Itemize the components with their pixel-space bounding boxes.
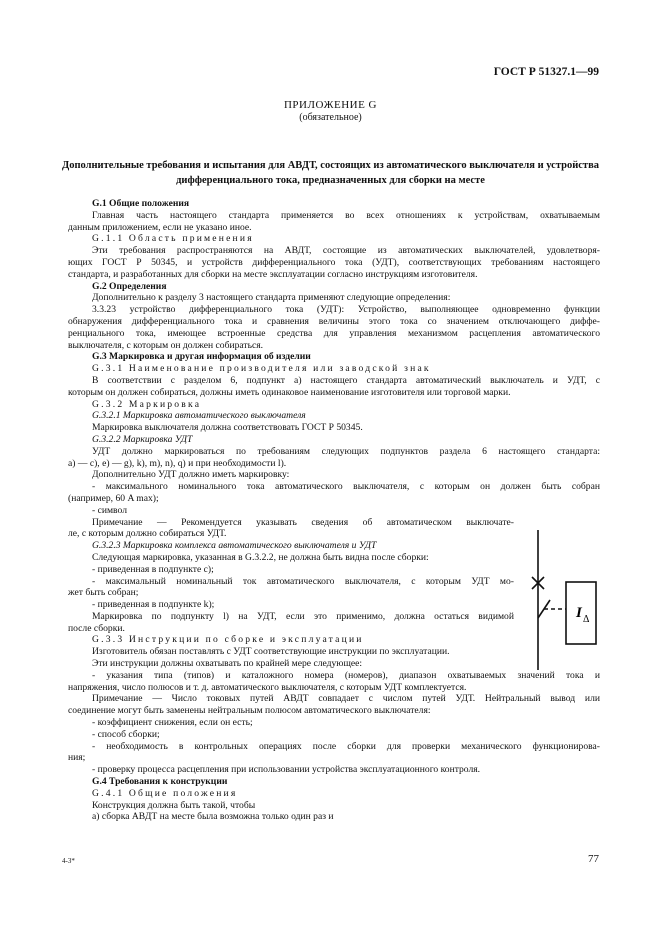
standard-header: ГОСТ Р 51327.1—99 [493, 66, 599, 78]
text-line: напряжения, число полюсов и т. д. автоматического выключателя, с которым УДТ комплектуется. [68, 681, 467, 693]
appendix-title: ПРИЛОЖЕНИЕ G [283, 99, 377, 111]
page-number: 77 [588, 853, 599, 865]
text-line: ренциального тока, имеющее встроенные средства для управления механизмом расцепления автоматического [68, 327, 600, 339]
text-line: Эти требования распространяются на АВДТ, состоящие из автоматических выключателей, удовлетворя- [92, 245, 600, 257]
text-line: G.1.1 Область применения [92, 233, 254, 245]
text-line: Маркировка выключателя должна соответствовать ГОСТ Р 50345. [92, 422, 363, 434]
text-line: ния; [68, 752, 86, 764]
text-line: Примечание — Рекомендуется указывать сведения об автоматическом выключате- [92, 516, 514, 528]
text-line: Маркировка по подпункту l) на УДТ, если это применимо, должна остаться видимой [92, 610, 514, 622]
text-line: G.3 Маркировка и другая информация об изделии [92, 351, 311, 363]
text-line: Главная часть настоящего стандарта применяется во всех отношениях к устройствам, охватываемым [92, 209, 600, 221]
text-line: после сборки. [68, 622, 125, 634]
text-line: Дополнительно к разделу 3 настоящего стандарта применяют следующие определения: [92, 292, 451, 304]
text-line: Конструкция должна быть такой, чтобы [92, 799, 256, 811]
text-line: G.4 Требования к конструкции [92, 776, 228, 788]
text-line: G.3.2.2 Маркировка УДТ [92, 433, 193, 445]
text-line: выключателя, с которым он должен собираться. [68, 339, 264, 351]
text-line: G.3.2.3 Маркировка комплекса автоматического выключателя и УДТ [92, 540, 377, 552]
text-line: - символ [92, 504, 127, 516]
text-line: - приведенная в подпункте с); [92, 563, 214, 575]
footer-mark: 4-3* [62, 857, 75, 865]
text-line: G.3.2 Маркировка [92, 398, 202, 410]
appendix-subtitle: (обязательное) [299, 112, 362, 123]
text-line: G.1 Общие положения [92, 198, 190, 209]
text-line: обнаружения дифференциального тока и сравнения величины этого тока со значением отключающего диффе- [68, 315, 600, 327]
text-line: Эти инструкции должны охватывать по крайней мере следующее: [92, 658, 363, 670]
text-line: - указания типа (типов) и каталожного номера (номеров), диапазон охватываемых значений тока и [92, 669, 600, 681]
text-line: Примечание — Число токовых путей АВДТ совпадает с числом путей УДТ. Нейтральный вывод или [92, 693, 600, 705]
text-line: - максимальный номинальный ток автоматического выключателя, с которым УДТ мо- [92, 575, 514, 587]
symbol-label: I [576, 605, 582, 621]
text-line: ющих ГОСТ Р 50345, и устройств дифференциального тока (УДТ), соответствующих требованиям настоящего [68, 256, 600, 268]
main-title: Дополнительные требования и испытания для АВДТ, состоящих из автоматического выключателя и устройства дифференциального тока, предназначенных для сборки на месте [61, 160, 599, 186]
text-line: G.3.1 Наименование производителя или заводской знак [92, 363, 431, 375]
text-line: Следующая маркировка, указанная в G.3.2.2, не должна быть видна после сборки: [92, 551, 429, 563]
text-line: - коэффициент снижения, если он есть; [92, 717, 253, 729]
text-line: - проверку процесса расцепления при использовании устройства эксплуатационного контроля. [92, 764, 481, 776]
text-line: G.3.2.1 Маркировка автоматического выключателя [92, 410, 306, 422]
symbol-sub: Δ [583, 614, 590, 625]
text-line: ле, с которым должно собираться УДТ. [68, 528, 227, 540]
text-line: Изготовитель обязан поставлять с УДТ соответствующие инструкции по эксплуатации. [92, 646, 450, 658]
text-line: жет быть собран; [68, 587, 139, 599]
text-line: данным приложением, если не указано иное. [68, 221, 252, 233]
text-line: - способ сборки; [92, 728, 160, 740]
text-line: соединение могут быть заменены нейтральным полюсом автоматического выключателя: [68, 705, 431, 717]
text-line: а) сборка АВДТ на месте была возможна только один раз и [92, 811, 334, 823]
text-line: G.4.1 Общие положения [92, 787, 238, 799]
text-line: - необходимость в контрольных операциях после сборки для проверки механического функционирова- [92, 740, 600, 752]
text-line: (например, 60 A max); [68, 492, 159, 504]
text-line: Дополнительно УДТ должно иметь маркировку: [92, 469, 290, 481]
text-line: G.2 Определения [92, 280, 167, 292]
body-text [68, 198, 600, 823]
text-line: - максимального номинального тока автоматического выключателя, с которым он должен быть собран [92, 481, 600, 493]
text-line: - приведенная в подпункте k); [92, 599, 215, 611]
text-line: В соответствии с разделом 6, подпункт а) настоящего стандарта автоматический выключатель и УДТ, с [92, 374, 600, 386]
rcd-symbol-diagram [526, 525, 606, 675]
text-line: G.3.3 Инструкции по сборке и эксплуатации [92, 634, 364, 646]
text-line: УДТ должно маркироваться по требованиям следующих подпунктов раздела 6 настоящего стандарта: [92, 445, 600, 457]
text-line: которым он должен собираться, должны иметь одинаковое наименование изготовителя или торговой марки. [68, 386, 511, 398]
text-line: а) — с), е) — g), k), m), n), q) и при необходимости l). [68, 457, 287, 469]
text-line: стандарта, и разработанных для сборки на месте эксплуатации согласно инструкциям изготовителя. [68, 268, 478, 280]
text-line: 3.3.23 устройство дифференциального тока (УДТ): Устройство, выполняющее одновременно функции [92, 304, 600, 316]
